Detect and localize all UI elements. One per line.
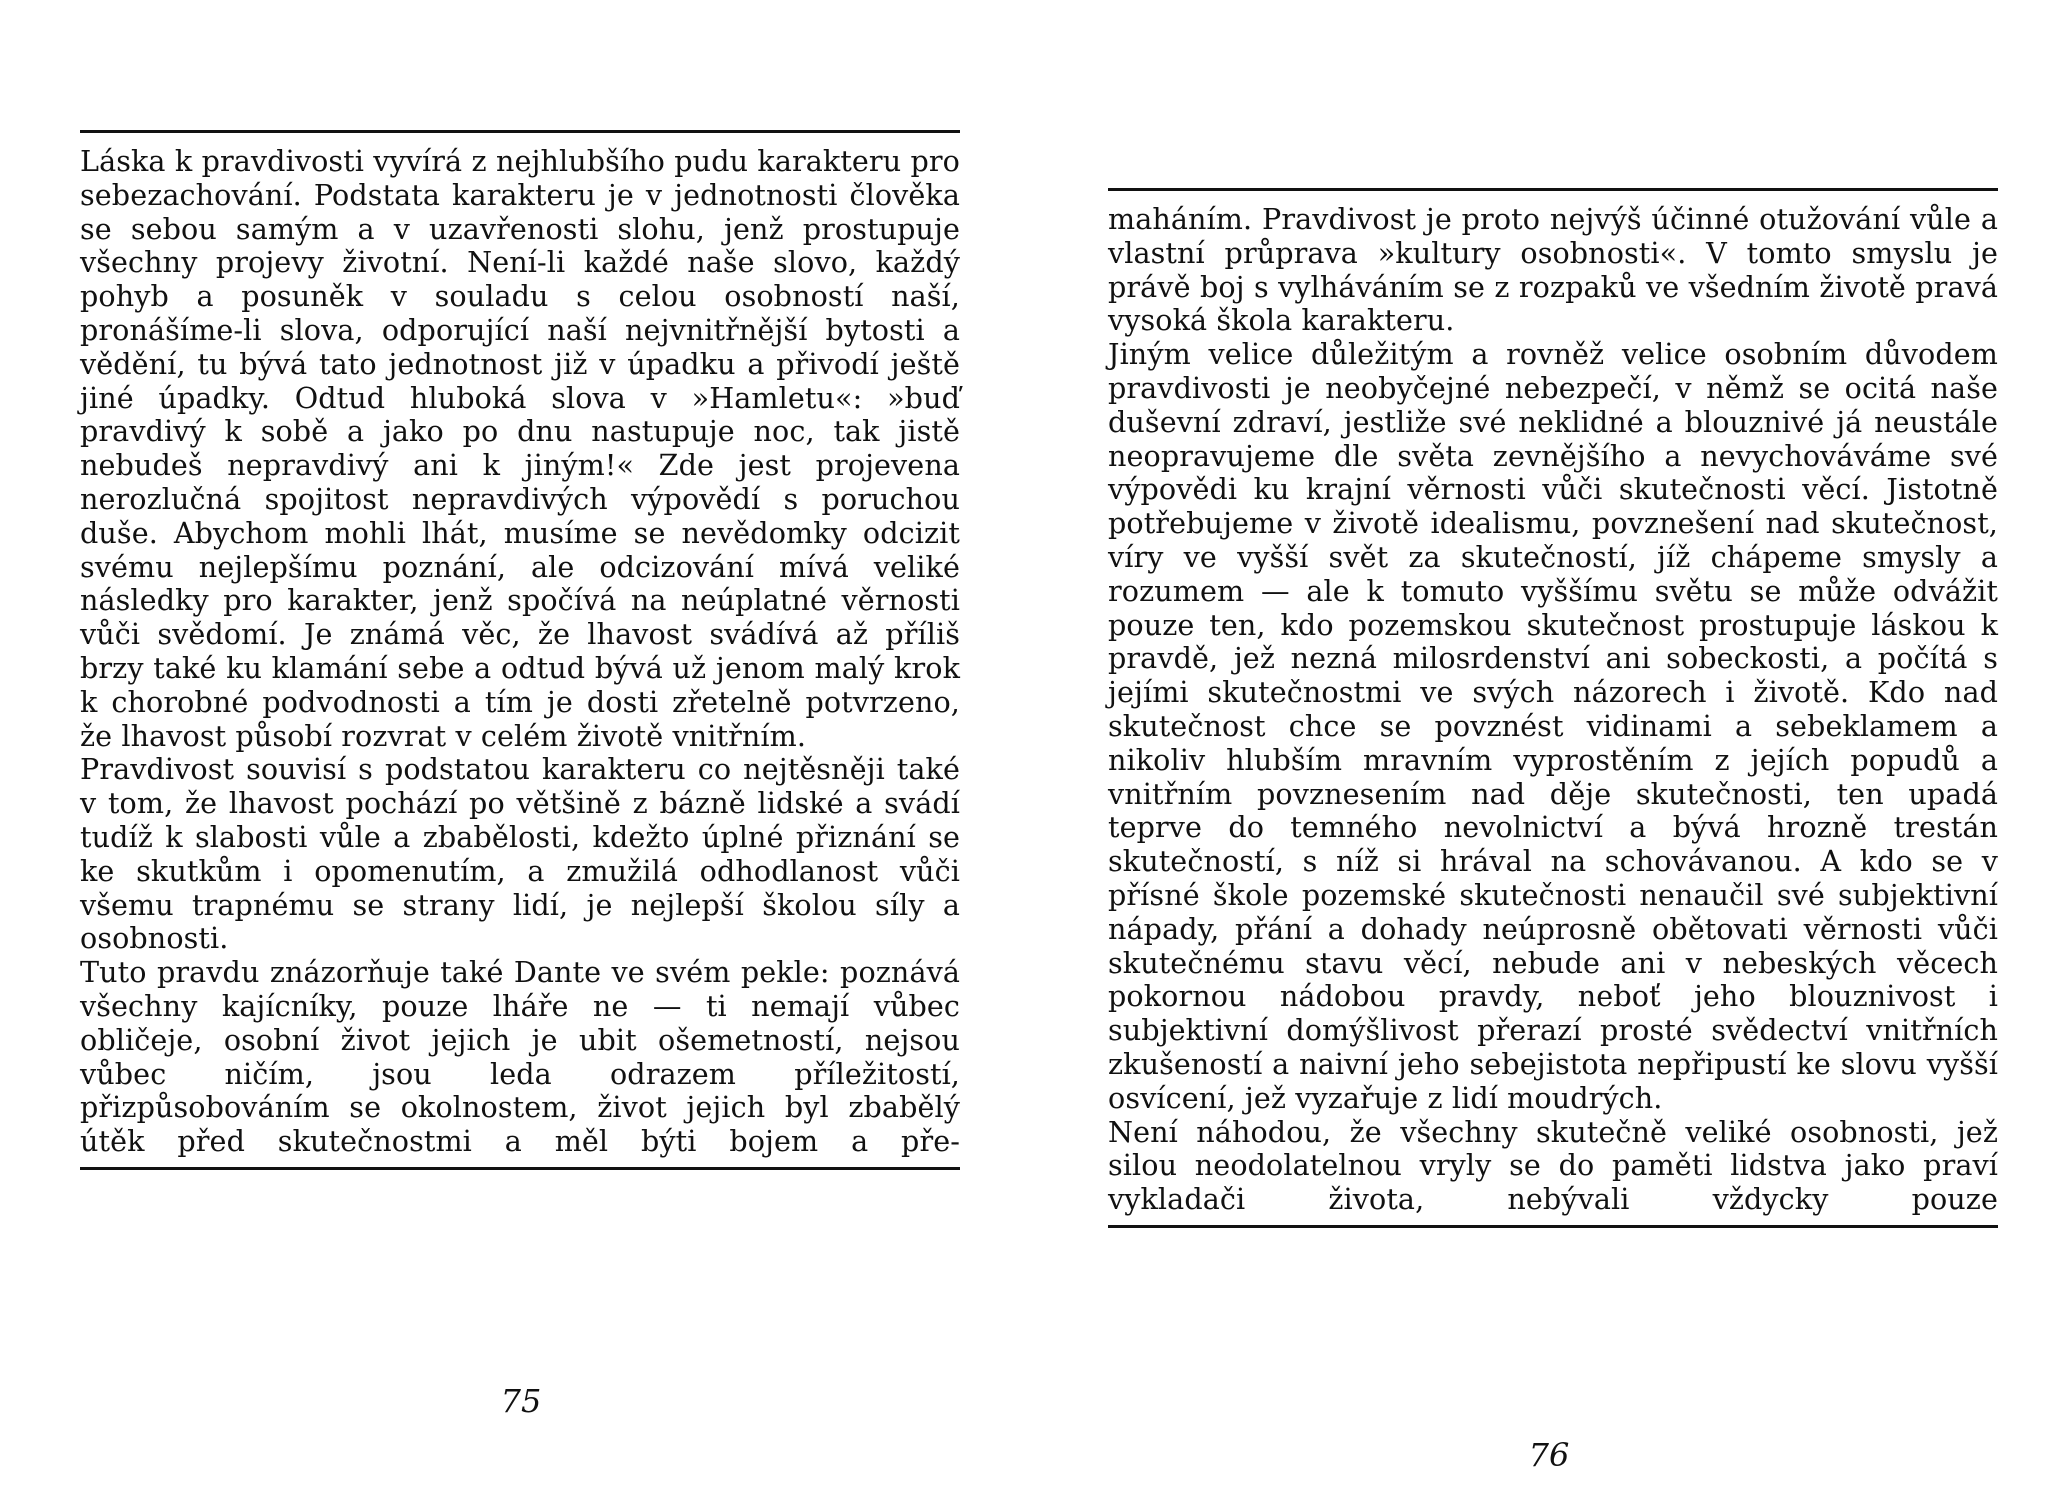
right-text-block: [1108, 191, 1998, 1225]
paragraph: Jiným velice důležitým a rovněž velice osobním důvodem pravdivosti je neobyčejné nebezpečí, v němž se ocitá naše duševní zdraví, jestliže své neklidné a blouznivé já neustále neopravujeme dle světa zevnějšího a nevychováváme své výpovědi ku krajní věrnosti vůči skutečnosti věcí. Jistotně potřebujeme v životě idealismu, povznešení nad skutečnost, víry ve vyšší svět za skutečností, jíž chápeme smysly a rozumem — ale k tomuto vyššímu světu se může odvážit pouze ten, kdo pozemskou skutečnost prostupuje láskou k pravdě, jež nezná milosrdenství ani sobeckosti, a počítá s jejími skutečnostmi ve svých názorech i životě. Kdo nad skutečnost chce se povznést vidinami a sebeklamem a nikoliv hlubším mravním vyprostěním z jejích popudů a vnitřním povznesením nad děje skutečnosti, ten upadá teprve do temného nevolnictví a bývá hrozně trestán skutečností, s níž si hrával na schovávanou. A kdo se v přísné škole pozemské skutečnosti nenaučil své subjektivní nápady, přání a dohady neúprosně obětovati věrnosti vůči skutečnému stavu věcí, nebude ani v nebeských věcech pokornou nádobou pravdy, neboť jeho blouznivost i subjektivní domýšlivost přerazí prosté svědectví vnitřních zkušeností a naivní jeho sebejistota nepřipustí ke slovu vyšší osvícení, jež vyzařuje z lidí moudrých.: [1108, 337, 1998, 1115]
bottom-rule: [1108, 1225, 1998, 1228]
paragraph: Láska k pravdivosti vyvírá z nejhlubšího pudu karakteru pro sebezachování. Podstata karakteru je v jednotnosti člověka se sebou samým a v uzavřenosti slohu, jenž prostupuje všechny projevy životní. Není-li každé naše slovo, každý pohyb a posuněk v souladu s celou osobností naší, pronášíme-li slova, odporující naší nejvnitřnější bytosti a vědění, tu bývá tato jednotnost již v úpadku a přivodí ještě jiné úpadky. Odtud hluboká slova v »Hamletu«: »buď pravdivý k sobě a jako po dnu nastupuje noc, tak jistě nebudeš nepravdivý ani k jiným!« Zde jest projevena nerozlučná spojitost nepravdivých výpovědí s poruchou duše. Abychom mohli lhát, musíme se nevědomky odcizit svému nejlepšímu poznání, ale odcizování mívá veliké následky pro karakter, jenž spočívá na neúplatné věrnosti vůči svědomí. Je známá věc, že lhavost svádívá až příliš brzy také ku klamání sebe a odtud bývá už jenom malý krok k chorobné podvodnosti a tím je dosti zřetelně potvrzeno, že lhavost působí rozvrat v celém životě vnitřním.: [80, 144, 960, 753]
right-page: [1108, 188, 1998, 1228]
left-text-block: [80, 133, 960, 1167]
paragraph: Tuto pravdu znázorňuje také Dante ve svém pekle: poznává všechny kajícníky, pouze lháře ne — ti nemají vůbec obličeje, osobní život jejich je ubit ošemetností, nejsou vůbec ničím, jsou leda odrazem příležitostí, přizpůsobováním se okolnostem, život jejich byl zbabělý útěk před skutečnostmi a měl býti bojem a pře-: [80, 955, 960, 1159]
page-number: 75: [500, 1382, 542, 1420]
bottom-rule: [80, 1167, 960, 1170]
paragraph: Pravdivost souvisí s podstatou karakteru co nejtěsněji také v tom, že lhavost pochází po většině z bázně lidské a svádí tudíž k slabosti vůle a zbabělosti, kdežto úplné přiznání se ke skutkům i opomenutím, a zmužilá odhodlanost vůči všemu trapnému se strany lidí, je nejlepší školou síly a osobnosti.: [80, 752, 960, 956]
paragraph: Není náhodou, že všechny skutečně veliké osobnosti, jež silou neodolatelnou vryly se do paměti lidstva jako praví vykladači života, nebývali vždycky pouze: [1108, 1114, 1998, 1217]
left-page: [80, 130, 960, 1170]
paragraph: maháním. Pravdivost je proto nejvýš účinné otužování vůle a vlastní průprava »kultury osobnosti«. V tomto smyslu je právě boj s vylháváním se z rozpaků ve všedním životě pravá vysoká škola karakteru.: [1108, 202, 1998, 338]
page-number: 76: [1528, 1436, 1570, 1474]
